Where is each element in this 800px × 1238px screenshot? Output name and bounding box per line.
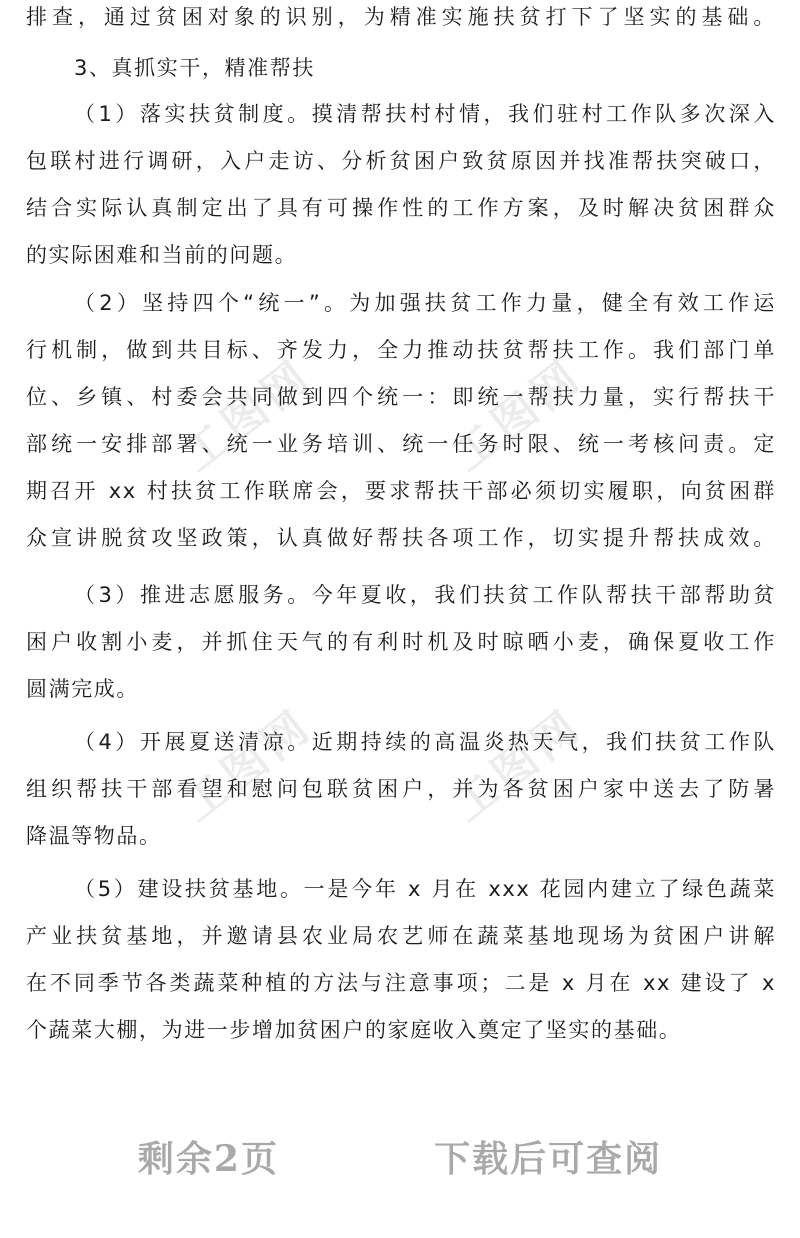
paragraph-line: （5）建设扶贫基地。一是今年 x 月在 xxx 花园内建立了绿色蔬菜 — [74, 877, 776, 901]
paragraph-line: 的实际困难和当前的问题。 — [26, 243, 298, 267]
paragraph-line: （3）推进志愿服务。今年夏收，我们扶贫工作队帮扶干部帮助贫 — [74, 583, 776, 607]
paragraph-line: 在不同季节各类蔬菜种植的方法与注意事项；二是 x 月在 xx 建设了 x — [26, 971, 776, 995]
remaining-pages-label: 剩余2页 — [137, 1138, 279, 1180]
paragraph-line: （2）坚持四个“统一”。为加强扶贫工作力量，健全有效工作运 — [74, 291, 776, 315]
paragraph-line: （4）开展夏送清凉。近期持续的高温炎热天气，我们扶贫工作队 — [74, 730, 776, 754]
paragraph-line: 组织帮扶干部看望和慰问包联贫困户，并为各贫困户家中送去了防暑 — [26, 777, 776, 801]
paragraph-line: 结合实际认真制定出了具有可操作性的工作方案，及时解决贫困群众 — [26, 196, 776, 220]
paragraph-line: 困户收割小麦，并抓住天气的有利时机及时晾晒小麦，确保夏收工作 — [26, 630, 776, 654]
paragraph-line: （1）落实扶贫制度。摸清帮扶村村情，我们驻村工作队多次深入 — [74, 102, 776, 126]
watermark: 工图网 — [442, 699, 593, 832]
paragraph-line: 圆满完成。 — [26, 677, 139, 701]
paragraph-line: 包联村进行调研，入户走访、分析贫困户致贫原因并找准帮扶突破口， — [26, 149, 776, 173]
download-hint-label: 下载后可查阅 — [434, 1138, 663, 1180]
watermark: 工图网 — [172, 349, 323, 482]
section-heading: 3、真抓实干，精准帮扶 — [74, 56, 315, 80]
paragraph-line: 排查，通过贫困对象的识别，为精准实施扶贫打下了坚实的基础。 — [26, 5, 776, 29]
paragraph-line: 众宣讲脱贫攻坚政策，认真做好帮扶各项工作，切实提升帮扶成效。 — [26, 526, 776, 550]
paragraph-line: 期召开 xx 村扶贫工作联席会，要求帮扶干部必须切实履职，向贫困群 — [26, 479, 776, 503]
paragraph-line: 行机制，做到共目标、齐发力，全力推动扶贫帮扶工作。我们部门单 — [26, 338, 776, 362]
remaining-pages-prompt[interactable] — [0, 1134, 800, 1184]
paragraph-line: 位、乡镇、村委会共同做到四个统一：即统一帮扶力量，实行帮扶干 — [26, 385, 776, 409]
watermark: 工图网 — [442, 349, 593, 482]
paragraph-line: 部统一安排部署、统一业务培训、统一任务时限、统一考核问责。定 — [26, 432, 776, 456]
watermark: 工图网 — [172, 699, 323, 832]
paragraph-line: 降温等物品。 — [26, 824, 162, 848]
paragraph-line: 产业扶贫基地，并邀请县农业局农艺师在蔬菜基地现场为贫困户讲解 — [26, 924, 776, 948]
paragraph-line: 个蔬菜大棚，为进一步增加贫困户的家庭收入奠定了坚实的基础。 — [26, 1018, 682, 1042]
